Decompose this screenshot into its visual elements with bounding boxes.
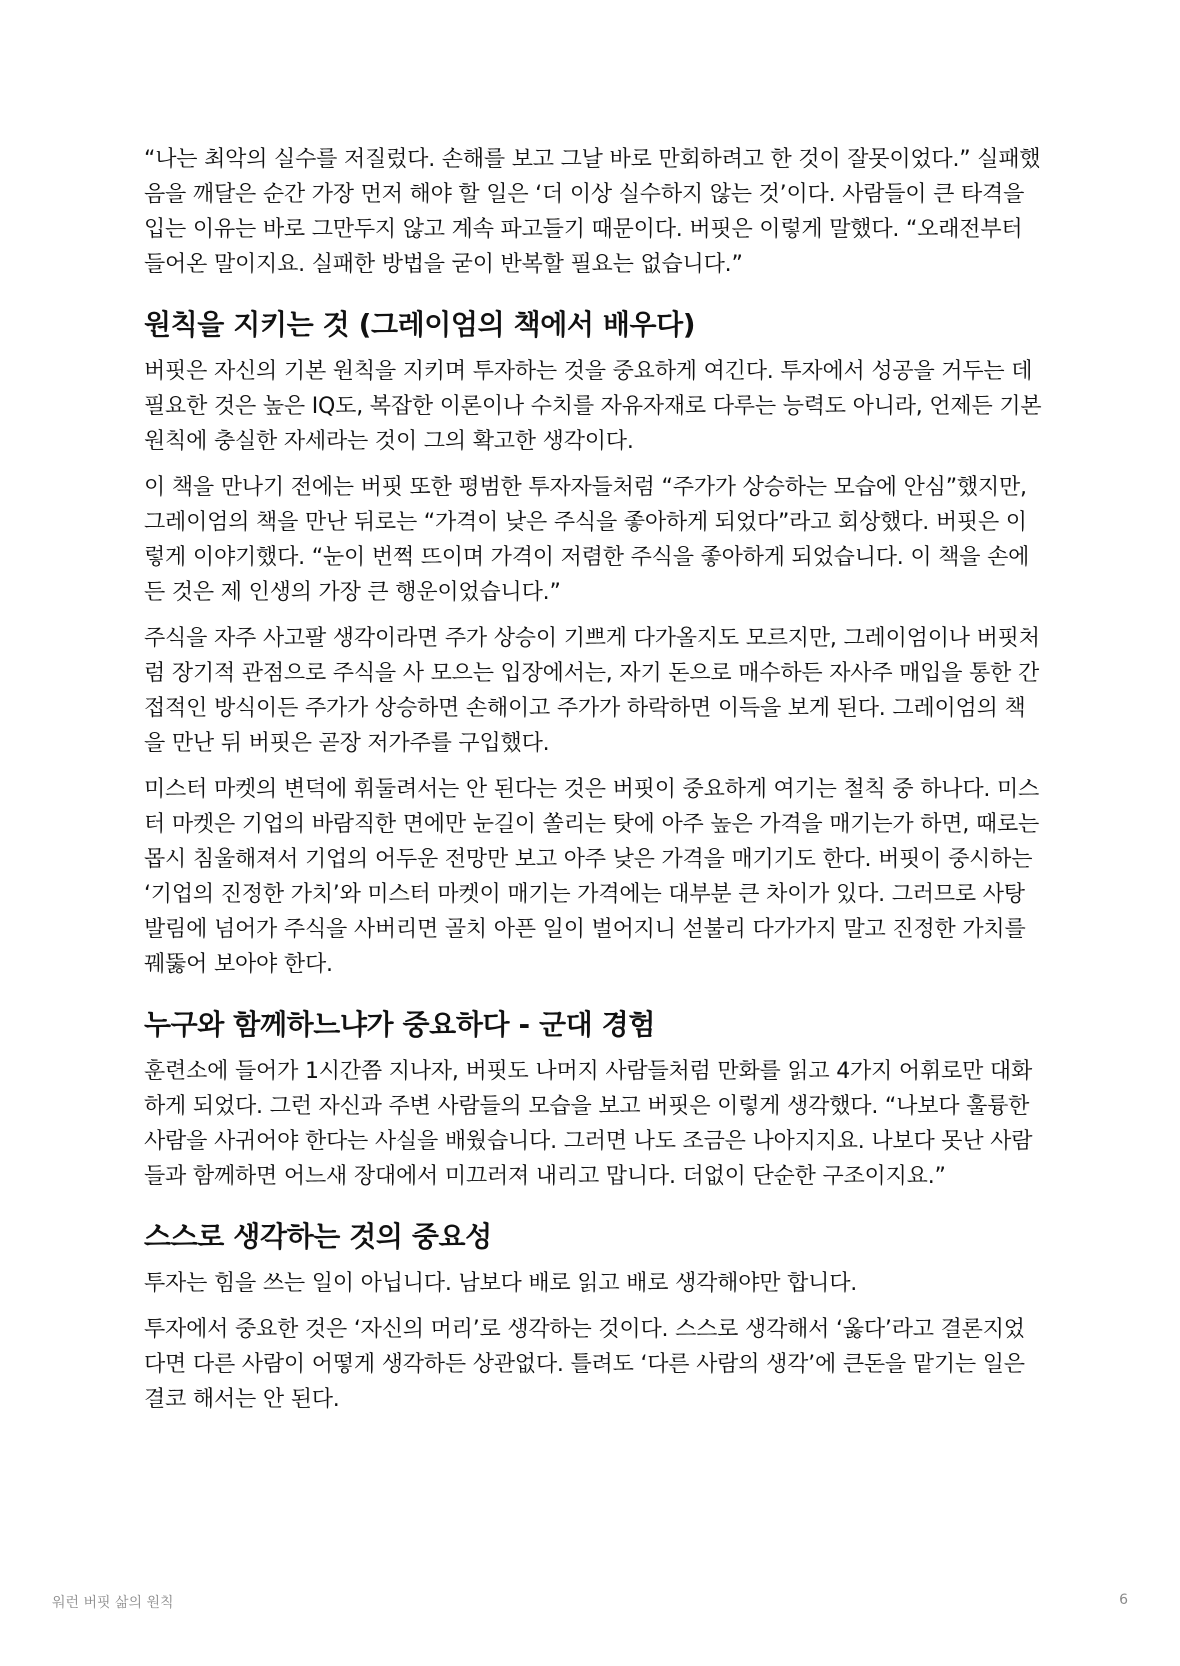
body-paragraph: 버핏은 자신의 기본 원칙을 지키며 투자하는 것을 중요하게 여긴다. 투자에서 성공을 거두는 데 필요한 것은 높은 IQ도, 복잡한 이론이나 수치를 자유자재로 다루는 능력도 아니라, 언제든 기본 원칙에 충실한 자세라는 것이 그의 확고한 생각이다.: [144, 359, 1042, 454]
footer-book-title: 워런 버핏 삶의 원칙: [52, 1595, 174, 1611]
section-heading-thinking: 스스로 생각하는 것의 중요성: [144, 1220, 492, 1253]
body-paragraph: 이 책을 만나기 전에는 버핏 또한 평범한 투자자들처럼 “주가가 상승하는 모습에 안심”했지만, 그레이엄의 책을 만난 뒤로는 “가격이 낮은 주식을 좋아하게 되었다”라고 회상했다. 버핏은 이렇게 이야기했다. “눈이 번쩍 뜨이며 가격이 저렴한 주식을 좋아하게 되었습니다. 이 책을 손에 든 것은 제 인생의 가장 큰 행운이었습니다.”: [144, 475, 1030, 605]
body-paragraph: 훈련소에 들어가 1시간쯤 지나자, 버핏도 나머지 사람들처럼 만화를 읽고 4가지 어휘로만 대화하게 되었다. 그런 자신과 주변 사람들의 모습을 보고 버핏은 이렇게 생각했다. “나보다 훌륭한 사람을 사귀어야 한다는 사실을 배웠습니다. 그러면 나도 조금은 나아지지요. 나보다 못난 사람들과 함께하면 어느새 장대에서 미끄러져 내리고 맙니다. 더없이 단순한 구조이지요.”: [144, 1059, 1033, 1189]
body-paragraph: 미스터 마켓의 변덕에 휘둘려서는 안 된다는 것은 버핏이 중요하게 여기는 철칙 중 하나다. 미스터 마켓은 기업의 바람직한 면에만 눈길이 쏠리는 탓에 아주 높은 가격을 매기는가 하면, 때로는 몹시 침울해져서 기업의 어두운 전망만 보고 아주 낮은 가격을 매기기도 한다. 버핏이 중시하는 ‘기업의 진정한 가치’와 미스터 마켓이 매기는 가격에는 대부분 큰 차이가 있다. 그러므로 사탕발림에 넘어가 주식을 사버리면 골치 아픈 일이 벌어지니 섣불리 다가가지 말고 진정한 가치를 꿰뚫어 보아야 한다.: [144, 777, 1040, 977]
body-paragraph: 투자에서 중요한 것은 ‘자신의 머리’로 생각하는 것이다. 스스로 생각해서 ‘옳다’라고 결론지었다면 다른 사람이 어떻게 생각하든 상관없다. 틀려도 ‘다른 사람의 생각’에 큰돈을 맡기는 일은 결코 해서는 안 된다.: [144, 1317, 1025, 1412]
section-heading-principles: 원칙을 지키는 것 (그레이엄의 책에서 배우다): [144, 308, 696, 341]
body-paragraph: “나는 최악의 실수를 저질렀다. 손해를 보고 그날 바로 만회하려고 한 것이 잘못이었다.” 실패했음을 깨달은 순간 가장 먼저 해야 할 일은 ‘더 이상 실수하지 않는 것’이다. 사람들이 큰 타격을 입는 이유는 바로 그만두지 않고 계속 파고들기 때문이다. 버핏은 이렇게 말했다. “오래전부터 들어온 말이지요. 실패한 방법을 굳이 반복할 필요는 없습니다.”: [144, 147, 1041, 277]
page-number: 6: [1119, 1592, 1128, 1608]
body-paragraph: 주식을 자주 사고팔 생각이라면 주가 상승이 기쁘게 다가올지도 모르지만, 그레이엄이나 버핏처럼 장기적 관점으로 주식을 사 모으는 입장에서는, 자기 돈으로 매수하든 자사주 매입을 통한 간접적인 방식이든 주가가 상승하면 손해이고 주가가 하락하면 이득을 보게 된다. 그레이엄의 책을 만난 뒤 버핏은 곧장 저가주를 구입했다.: [144, 626, 1040, 756]
body-paragraph: 투자는 힘을 쓰는 일이 아닙니다. 남보다 배로 읽고 배로 생각해야만 합니다.: [144, 1271, 858, 1296]
section-heading-military: 누구와 함께하느냐가 중요하다 - 군대 경험: [144, 1008, 655, 1041]
page-footer: [52, 1592, 1128, 1616]
page-content: [144, 142, 1044, 1428]
